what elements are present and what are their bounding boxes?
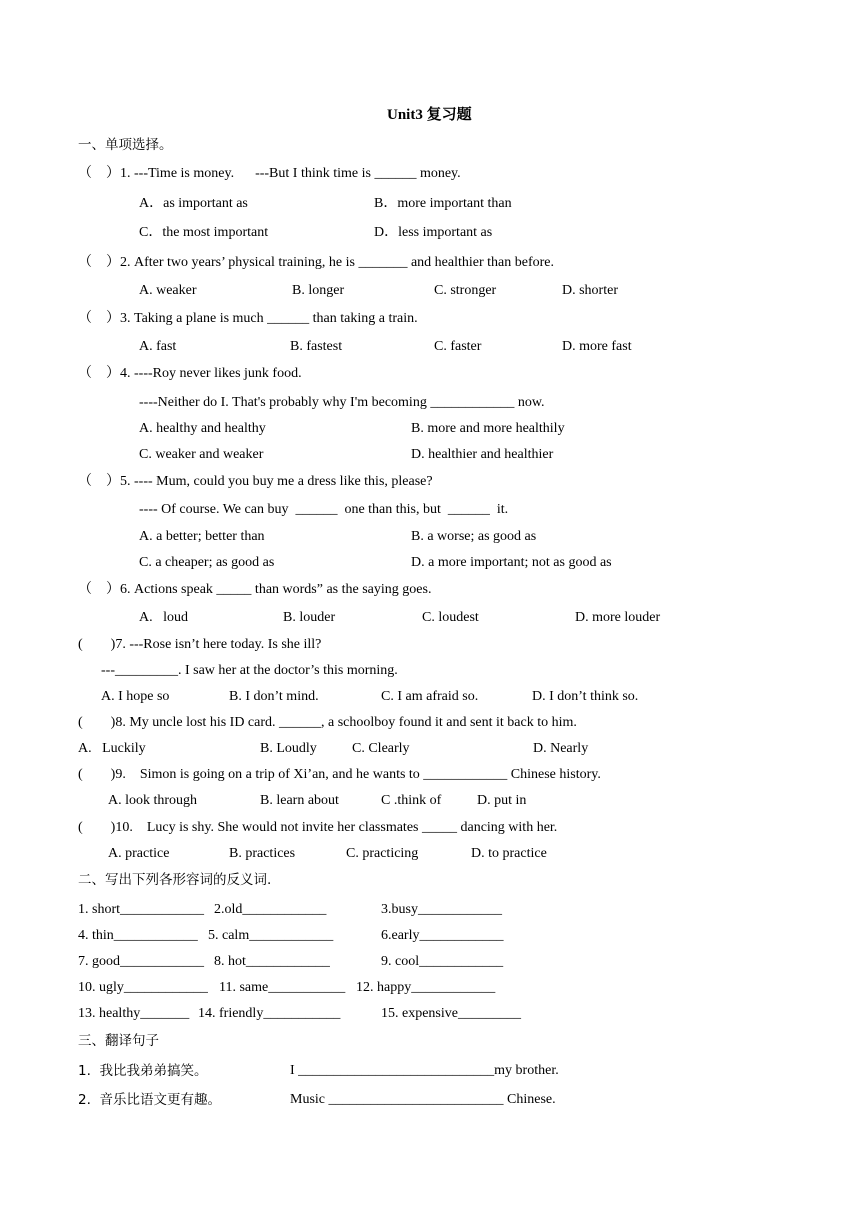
q8-option-a: A. Luckily xyxy=(78,741,146,756)
q6-option-b: B. louder xyxy=(283,610,336,625)
antonym-item: 1. short____________ xyxy=(78,902,204,917)
q10-option-b: B. practices xyxy=(229,846,296,861)
q7-option-c: C. I am afraid so. xyxy=(381,689,479,704)
q2-option-d: D. shorter xyxy=(562,283,618,298)
antonym-item: 7. good____________ xyxy=(78,954,204,969)
q2-option-a: A. weaker xyxy=(139,283,197,298)
q10-option-a: A. practice xyxy=(108,846,170,861)
q6-option-d: D. more louder xyxy=(575,610,661,625)
q6-stem: （ ）6. Actions speak _____ than words” as the saying goes. xyxy=(78,582,432,597)
q8-option-d: D. Nearly xyxy=(533,741,589,756)
q3-option-b: B. fastest xyxy=(290,339,343,354)
translation-1-english: I ____________________________my brother. xyxy=(290,1063,559,1078)
q4-option-c: C. weaker and weaker xyxy=(139,447,264,462)
q5-option-c: C. a cheaper; as good as xyxy=(139,555,275,570)
q1-option-a: A．as important as xyxy=(139,196,248,211)
q5-option-b: B. a worse; as good as xyxy=(411,529,537,544)
q6-option-a: A. loud xyxy=(139,610,188,625)
q7-line2: ---_________. I saw her at the doctor’s this morning. xyxy=(101,663,398,678)
q4-line2: ----Neither do I. That's probably why I'm becoming ____________ now. xyxy=(139,395,545,410)
q8-option-b: B. Loudly xyxy=(260,741,317,756)
page-title: Unit3 复习题 xyxy=(387,107,472,123)
q9-option-a: A. look through xyxy=(108,793,198,808)
section2-heading: 二、写出下列各形容词的反义词. xyxy=(78,872,272,888)
q7-option-d: D. I don’t think so. xyxy=(532,689,639,704)
q1-option-c: C．the most important xyxy=(139,225,269,240)
q8-stem: ( )8. My uncle lost his ID card. ______, a schoolboy found it and sent it back to him. xyxy=(78,715,577,730)
q10-stem: ( )10. Lucy is shy. She would not invite her classmates _____ dancing with her. xyxy=(78,820,558,835)
q1-option-d: D．less important as xyxy=(374,225,493,240)
antonym-item: 2.old____________ xyxy=(214,902,327,917)
q4-option-d: D. healthier and healthier xyxy=(411,447,554,462)
translation-1-chinese: 1. 我比我弟弟搞笑。 xyxy=(78,1063,208,1079)
antonym-item: 4. thin____________ xyxy=(78,928,198,943)
q7-option-b: B. I don’t mind. xyxy=(229,689,319,704)
q10-option-d: D. to practice xyxy=(471,846,547,861)
antonym-item: 5. calm____________ xyxy=(208,928,334,943)
q1-option-b: B．more important than xyxy=(374,196,512,211)
q9-option-c: C .think of xyxy=(381,793,442,808)
q1-stem: （ ）1. ---Time is money. ---But I think time is ______ money. xyxy=(78,166,461,181)
antonym-item: 11. same___________ xyxy=(219,980,346,995)
q2-stem: （ ）2. After two years’ physical training, he is _______ and healthier than before. xyxy=(78,255,554,270)
q9-option-b: B. learn about xyxy=(260,793,339,808)
translation-2-chinese: 2. 音乐比语文更有趣。 xyxy=(78,1092,221,1108)
q5-option-a: A. a better; better than xyxy=(139,529,265,544)
antonym-item: 10. ugly____________ xyxy=(78,980,208,995)
antonym-item: 9. cool____________ xyxy=(381,954,504,969)
q6-option-c: C. loudest xyxy=(422,610,479,625)
q2-option-b: B. longer xyxy=(292,283,345,298)
section1-heading: 一、单项选择。 xyxy=(78,137,173,153)
q8-option-c: C. Clearly xyxy=(352,741,410,756)
translation-2-english: Music _________________________ Chinese. xyxy=(290,1092,556,1107)
section3-heading: 三、翻译句子 xyxy=(78,1033,159,1049)
q9-stem: ( )9. Simon is going on a trip of Xi’an, and he wants to ____________ Chinese history. xyxy=(78,767,601,782)
q5-line2: ---- Of course. We can buy ______ one than this, but ______ it. xyxy=(139,502,509,517)
antonym-item: 12. happy____________ xyxy=(356,980,496,995)
antonym-item: 13. healthy_______ xyxy=(78,1006,190,1021)
q7-stem: ( )7. ---Rose isn’t here today. Is she ill? xyxy=(78,637,322,652)
antonym-item: 6.early____________ xyxy=(381,928,504,943)
antonym-item: 15. expensive_________ xyxy=(381,1006,521,1021)
q2-option-c: C. stronger xyxy=(434,283,497,298)
q3-option-d: D. more fast xyxy=(562,339,632,354)
q4-stem: （ ）4. ----Roy never likes junk food. xyxy=(78,366,302,381)
q4-option-a: A. healthy and healthy xyxy=(139,421,266,436)
antonym-item: 14. friendly___________ xyxy=(198,1006,341,1021)
q3-option-c: C. faster xyxy=(434,339,482,354)
q10-option-c: C. practicing xyxy=(346,846,419,861)
q4-option-b: B. more and more healthily xyxy=(411,421,565,436)
antonym-item: 8. hot____________ xyxy=(214,954,330,969)
antonym-item: 3.busy____________ xyxy=(381,902,502,917)
q5-stem: （ ）5. ---- Mum, could you buy me a dress like this, please? xyxy=(78,474,433,489)
q9-option-d: D. put in xyxy=(477,793,527,808)
q3-stem: （ ）3. Taking a plane is much ______ than taking a train. xyxy=(78,311,418,326)
q5-option-d: D. a more important; not as good as xyxy=(411,555,612,570)
q3-option-a: A. fast xyxy=(139,339,177,354)
q7-option-a: A. I hope so xyxy=(101,689,170,704)
